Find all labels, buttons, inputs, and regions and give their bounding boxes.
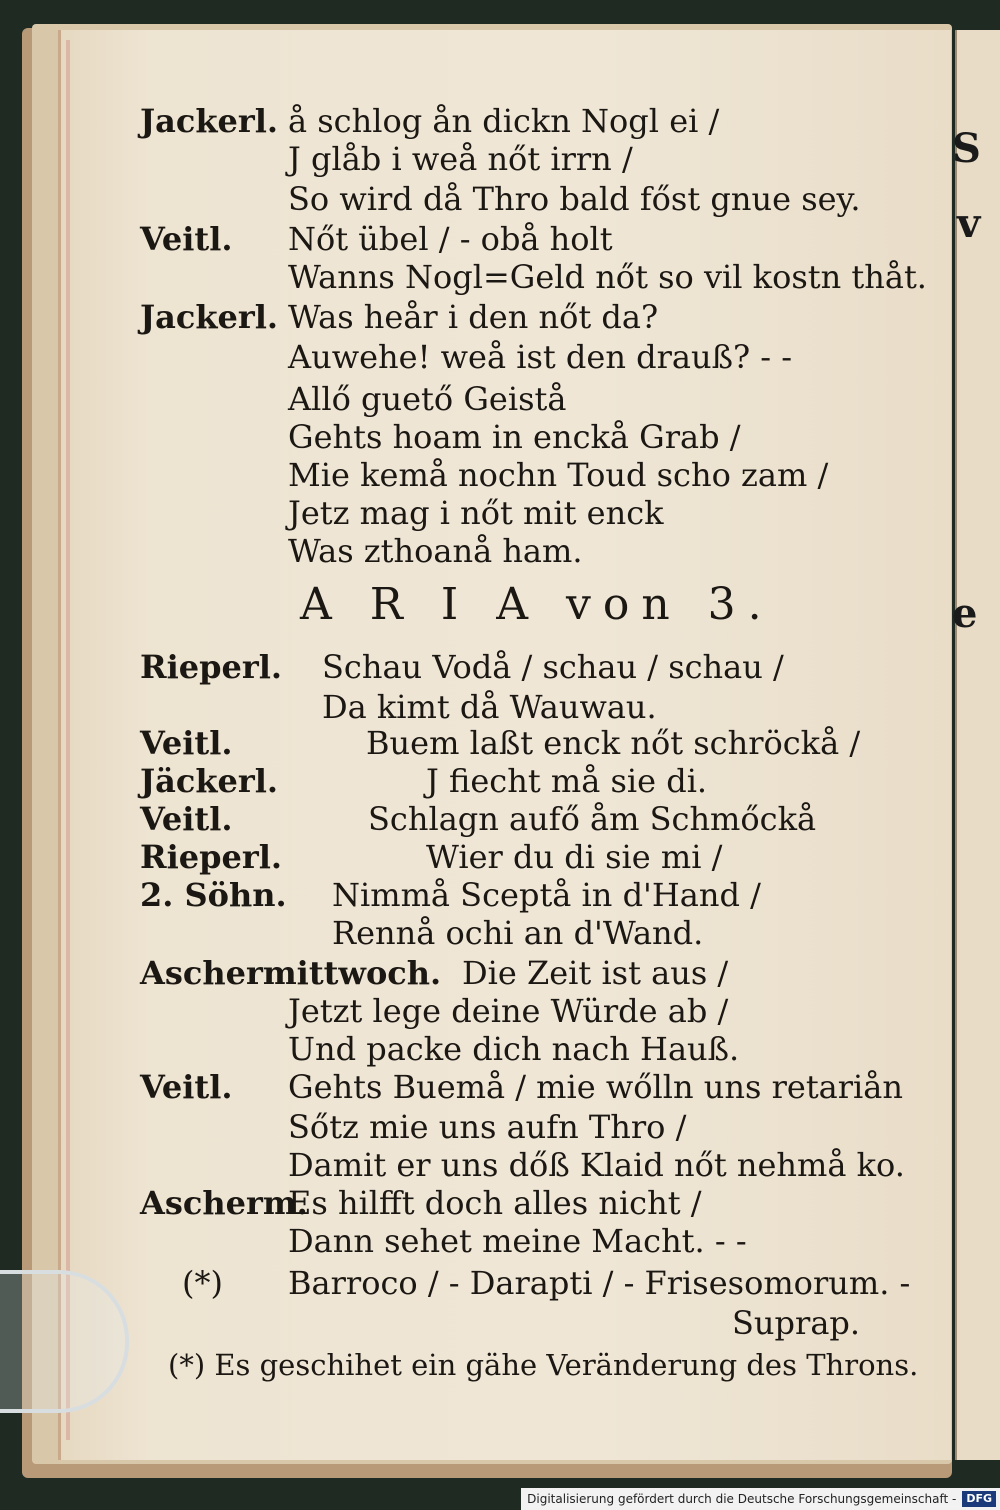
verse-line: Barroco / - Darapti / - Frisesomorum. - [288, 1264, 911, 1302]
verse-line: Nőt übel / - obå holt [288, 220, 613, 258]
verse-line: Auwehe! weå ist den drauß? - - [288, 338, 793, 376]
verse-line: Jetzt lege deine Würde ab / [288, 992, 729, 1030]
speaker-name: Veitl. [140, 800, 233, 838]
verse-line: J glåb i weå nőt irrn / [288, 140, 633, 178]
verse-line: Gehts Buemå / mie wőlln uns retariån [288, 1068, 903, 1106]
aria-heading: A R I A von 3. [300, 579, 774, 630]
speaker-name: Veitl. [140, 220, 233, 258]
right-page-glyph: v [957, 200, 981, 247]
speaker-name: Jackerl. [140, 102, 279, 140]
verse-line: Die Zeit ist aus / [462, 954, 729, 992]
footer-credit: Digitalisierung gefördert durch die Deutsche Forschungsgemeinschaft - [527, 1492, 957, 1506]
verse-line: Mie kemå nochn Toud scho zam / [288, 456, 829, 494]
verse-line: Schau Vodå / schau / schau / [322, 648, 784, 686]
speaker-name: Jäckerl. [140, 762, 279, 800]
right-page-glyph: e [952, 590, 978, 637]
footnote-marker: (*) [182, 1264, 223, 1302]
speaker-name: Veitl. [140, 724, 233, 762]
verse-line: Dann sehet meine Macht. - - [288, 1222, 747, 1260]
verse-line: Und packe dich nach Hauß. [288, 1030, 740, 1068]
right-page-fragment [952, 30, 1000, 1460]
verse-line: Nimmå Sceptå in d'Hand / [332, 876, 761, 914]
verse-line: Rennå ochi an d'Wand. [332, 914, 704, 952]
verse-line: Was zthoanå ham. [288, 532, 583, 570]
speaker-name: Rieperl. [140, 648, 282, 686]
speaker-name: Jackerl. [140, 298, 279, 336]
verse-line: Wier du di sie mi / [426, 838, 723, 876]
verse-line: Damit er uns dőß Klaid nőt nehmå ko. [288, 1146, 905, 1184]
right-page-glyph: S [952, 125, 981, 172]
verse-line: Da kimt då Wauwau. [322, 688, 657, 726]
speaker-name: 2. Söhn. [140, 876, 287, 914]
speaker-name: Rieperl. [140, 838, 282, 876]
verse-line: J fiecht må sie di. [426, 762, 708, 800]
verse-line: Buem laßt enck nőt schröckå / [366, 724, 861, 762]
verse-line: Allő guető Geistå [288, 380, 567, 418]
dfg-logo: DFG [962, 1491, 996, 1507]
footnote: (*) Es geschihet ein gähe Veränderung des Throns. [168, 1348, 919, 1382]
verse-line: Wanns Nogl=Geld nőt so vil kostn thåt. [288, 258, 927, 296]
verse-line: Schlagn aufő åm Schmőckå [368, 800, 817, 838]
speaker-name: Veitl. [140, 1068, 233, 1106]
page-red-edge [66, 40, 70, 1440]
verse-line: å schlog ån dickn Nogl ei / [288, 102, 720, 140]
digitization-footer [521, 1488, 1000, 1510]
verse-line: Sőtz mie uns aufn Thro / [288, 1108, 687, 1146]
verse-line: Jetz mag i nőt mit enck [288, 494, 664, 532]
verse-line: Was heår i den nőt da? [288, 298, 659, 336]
verse-line: So wird då Thro bald főst gnue sey. [288, 180, 861, 218]
speaker-name: Aschermittwoch. [140, 954, 442, 992]
speaker-name: Ascherm. [140, 1184, 308, 1222]
verse-line: Suprap. [732, 1304, 861, 1342]
verse-line: Gehts hoam in enckå Grab / [288, 418, 741, 456]
verse-line: Es hilfft doch alles nicht / [288, 1184, 702, 1222]
